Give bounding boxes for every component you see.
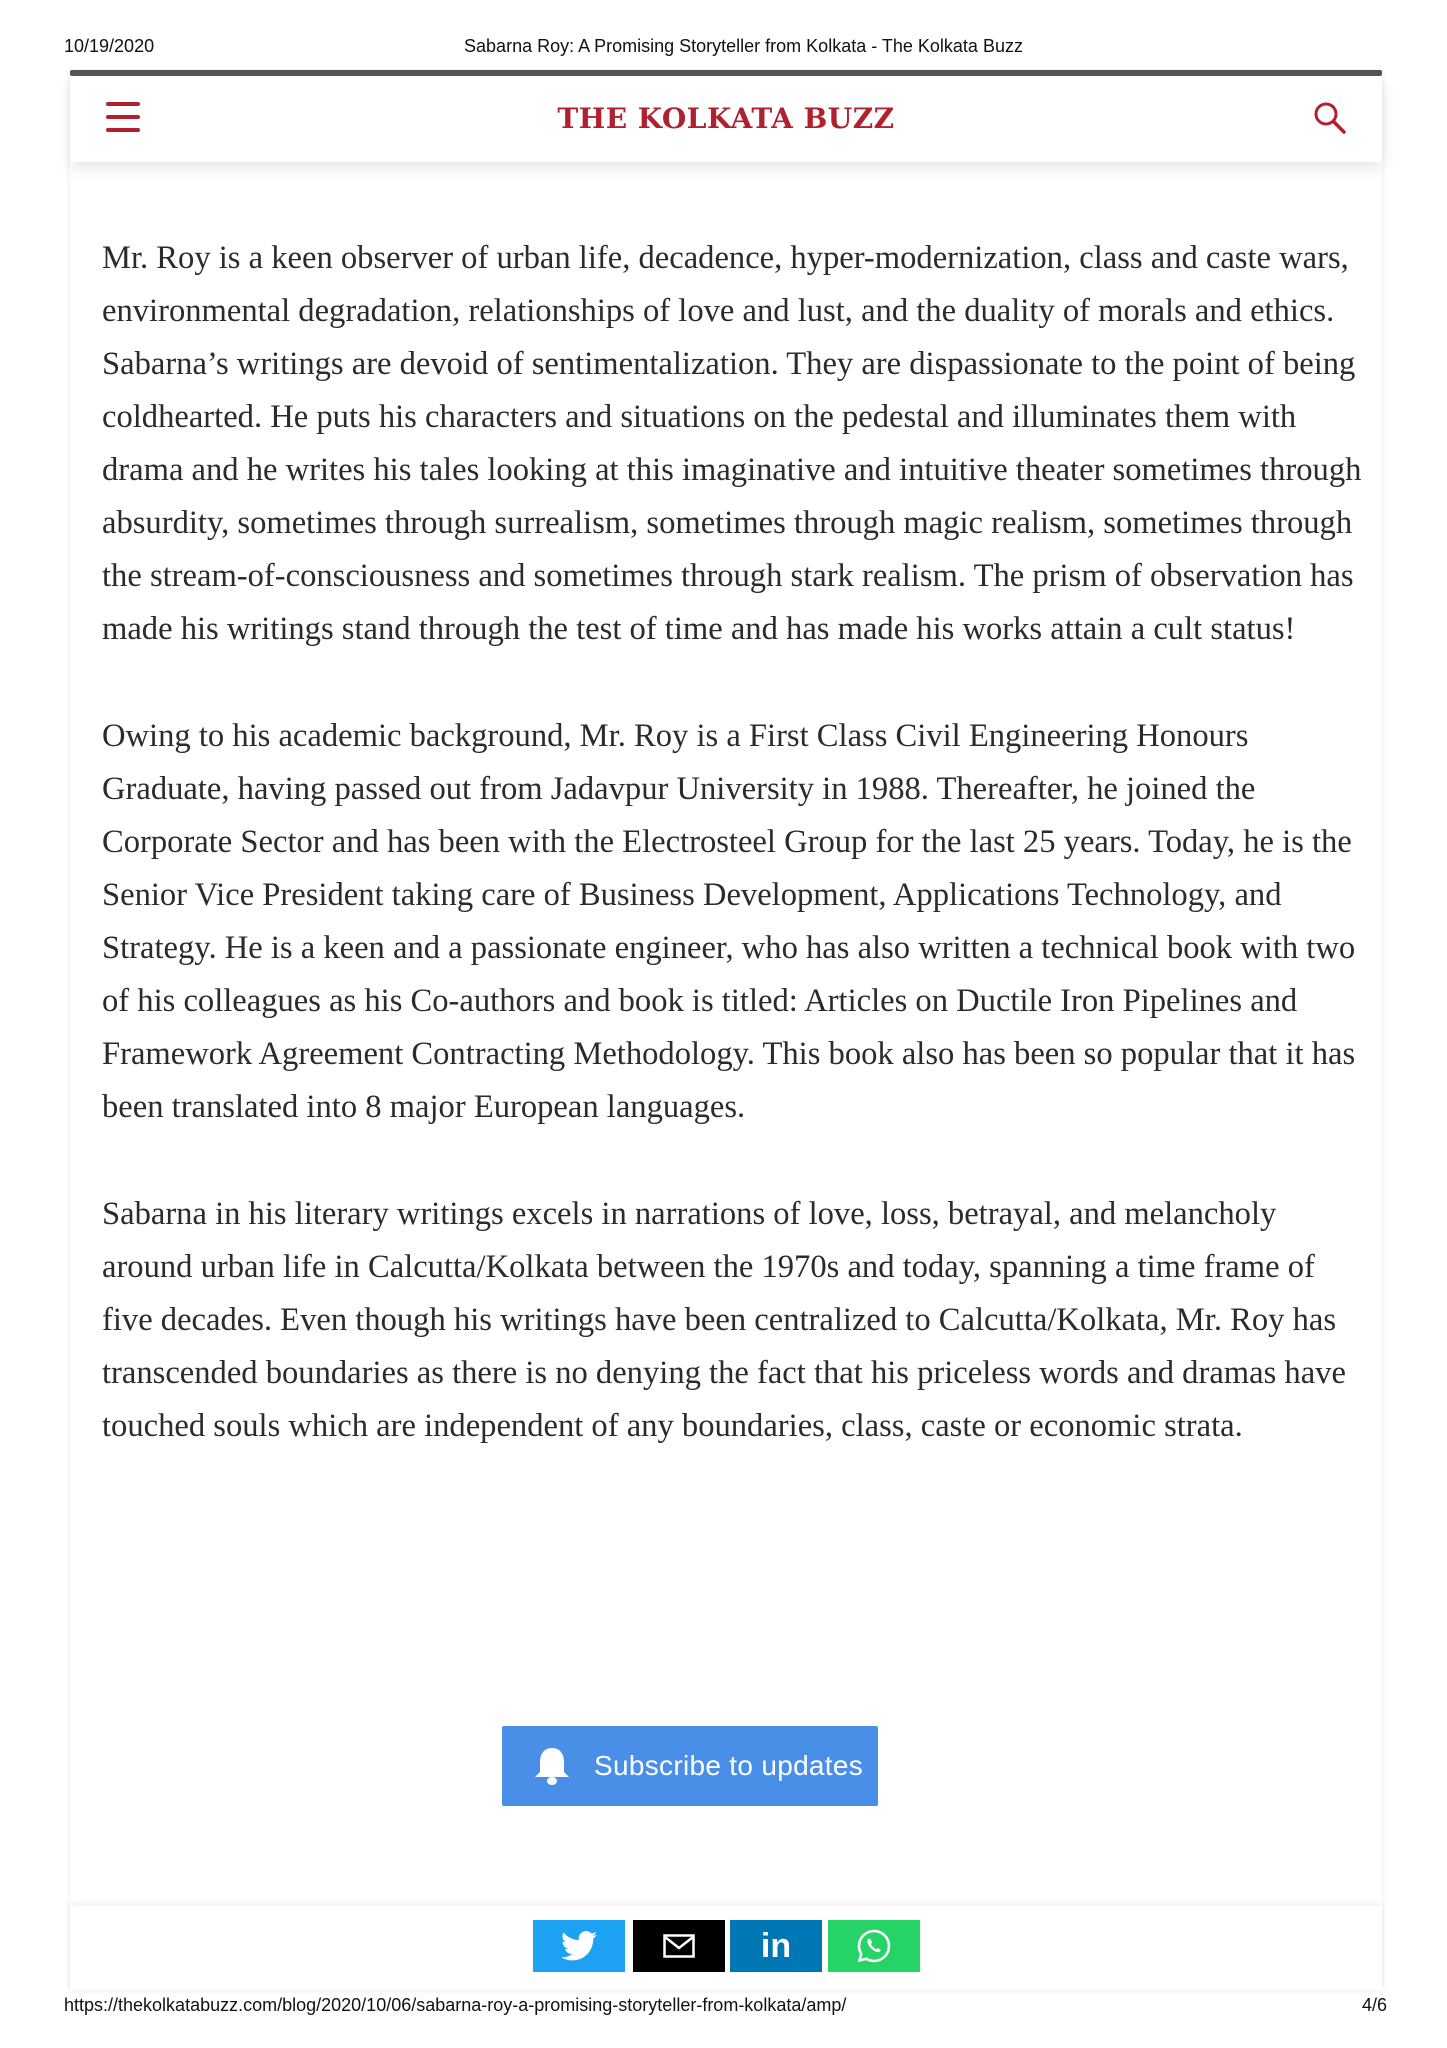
- article-paragraph: Mr. Roy is a keen observer of urban life, decadence, hyper-modernization, class and caste wars, environmental degradation, relationships of love and lust, and the duality of morals and ethics. Sabarna’s writings are devoid of sentimentalization. They are dispassionate to the point of being coldhearted. He puts his characters and situations on the pedestal and illuminates them with drama and he writes his tales looking at this imaginative and intuitive theater sometimes through absurdity, sometimes through surrealism, sometimes through magic realism, sometimes through the stream-of-consciousness and sometimes through stark realism. The prism of observation has made his writings stand through the test of time and has made his works attain a cult status!: [102, 240, 1362, 647]
- print-page-number: 4/6: [1361, 1995, 1387, 2015]
- subscribe-label: Subscribe to updates: [594, 1750, 864, 1781]
- whatsapp-icon: [855, 1927, 893, 1965]
- search-icon[interactable]: [1312, 100, 1348, 136]
- whatsapp-share-button[interactable]: [828, 1920, 920, 1972]
- twitter-icon: [561, 1931, 597, 1961]
- twitter-share-button[interactable]: [533, 1920, 625, 1972]
- email-icon: [663, 1934, 695, 1958]
- site-header: [70, 76, 1382, 162]
- subscribe-button[interactable]: [502, 1726, 878, 1806]
- linkedin-icon: in: [760, 1926, 792, 1965]
- print-date: 10/19/2020: [64, 36, 155, 56]
- email-share-button[interactable]: [633, 1920, 725, 1972]
- print-page-title: Sabarna Roy: A Promising Storyteller from Kolkata - The Kolkata Buzz: [464, 36, 1023, 56]
- article-body: [102, 232, 1362, 1453]
- linkedin-share-button[interactable]: [730, 1920, 822, 1972]
- site-brand[interactable]: THE KOLKATA BUZZ: [557, 102, 895, 135]
- share-bar: [70, 1906, 1382, 1990]
- article-paragraph: Sabarna in his literary writings excels in narrations of love, loss, betrayal, and melancholy around urban life in Calcutta/Kolkata between the 1970s and today, spanning a time frame of five decades. Even though his writings have been centralized to Calcutta/Kolkata, Mr. Roy has transcended boundaries as there is no denying the fact that his priceless words and dramas have touched souls which are independent of any boundaries, class, caste or economic strata.: [102, 1196, 1346, 1444]
- print-url: https://thekolkatabuzz.com/blog/2020/10/06/sabarna-roy-a-promising-storyteller-from-kolkata/amp/: [64, 1995, 847, 2015]
- article-paragraph: Owing to his academic background, Mr. Roy is a First Class Civil Engineering Honours Graduate, having passed out from Jadavpur University in 1988. Thereafter, he joined the Corporate Sector and has been with the Electrosteel Group for the last 25 years. Today, he is the Senior Vice President taking care of Business Development, Applications Technology, and Strategy. He is a keen and a passionate engineer, who has also written a technical book with two of his colleagues as his Co-authors and book is titled: Articles on Ductile Iron Pipelines and Framework Agreement Contracting Methodology. This book also has been so popular that it has been translated into 8 major European languages.: [102, 718, 1356, 1125]
- bell-icon: [530, 1744, 574, 1788]
